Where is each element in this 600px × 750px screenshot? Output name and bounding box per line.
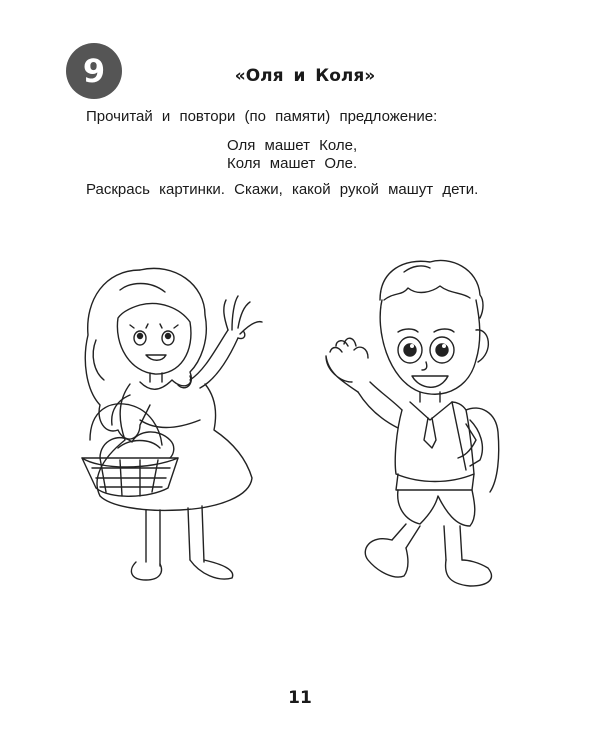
- exercise-number: 9: [82, 52, 106, 90]
- page-number: 11: [288, 688, 312, 708]
- girl-illustration: [82, 268, 262, 580]
- instruction-color: Раскрась картинки. Скажи, какой рукой машут дети.: [86, 181, 479, 198]
- instruction-read-repeat: Прочитай и повтори (по памяти) предложение:: [86, 108, 438, 125]
- boy-illustration: [326, 260, 499, 586]
- phrase-line-2: Коля машет Оле.: [227, 155, 358, 172]
- phrase-line-1: Оля машет Коле,: [227, 137, 358, 154]
- exercise-title: «Оля и Коля»: [234, 66, 376, 86]
